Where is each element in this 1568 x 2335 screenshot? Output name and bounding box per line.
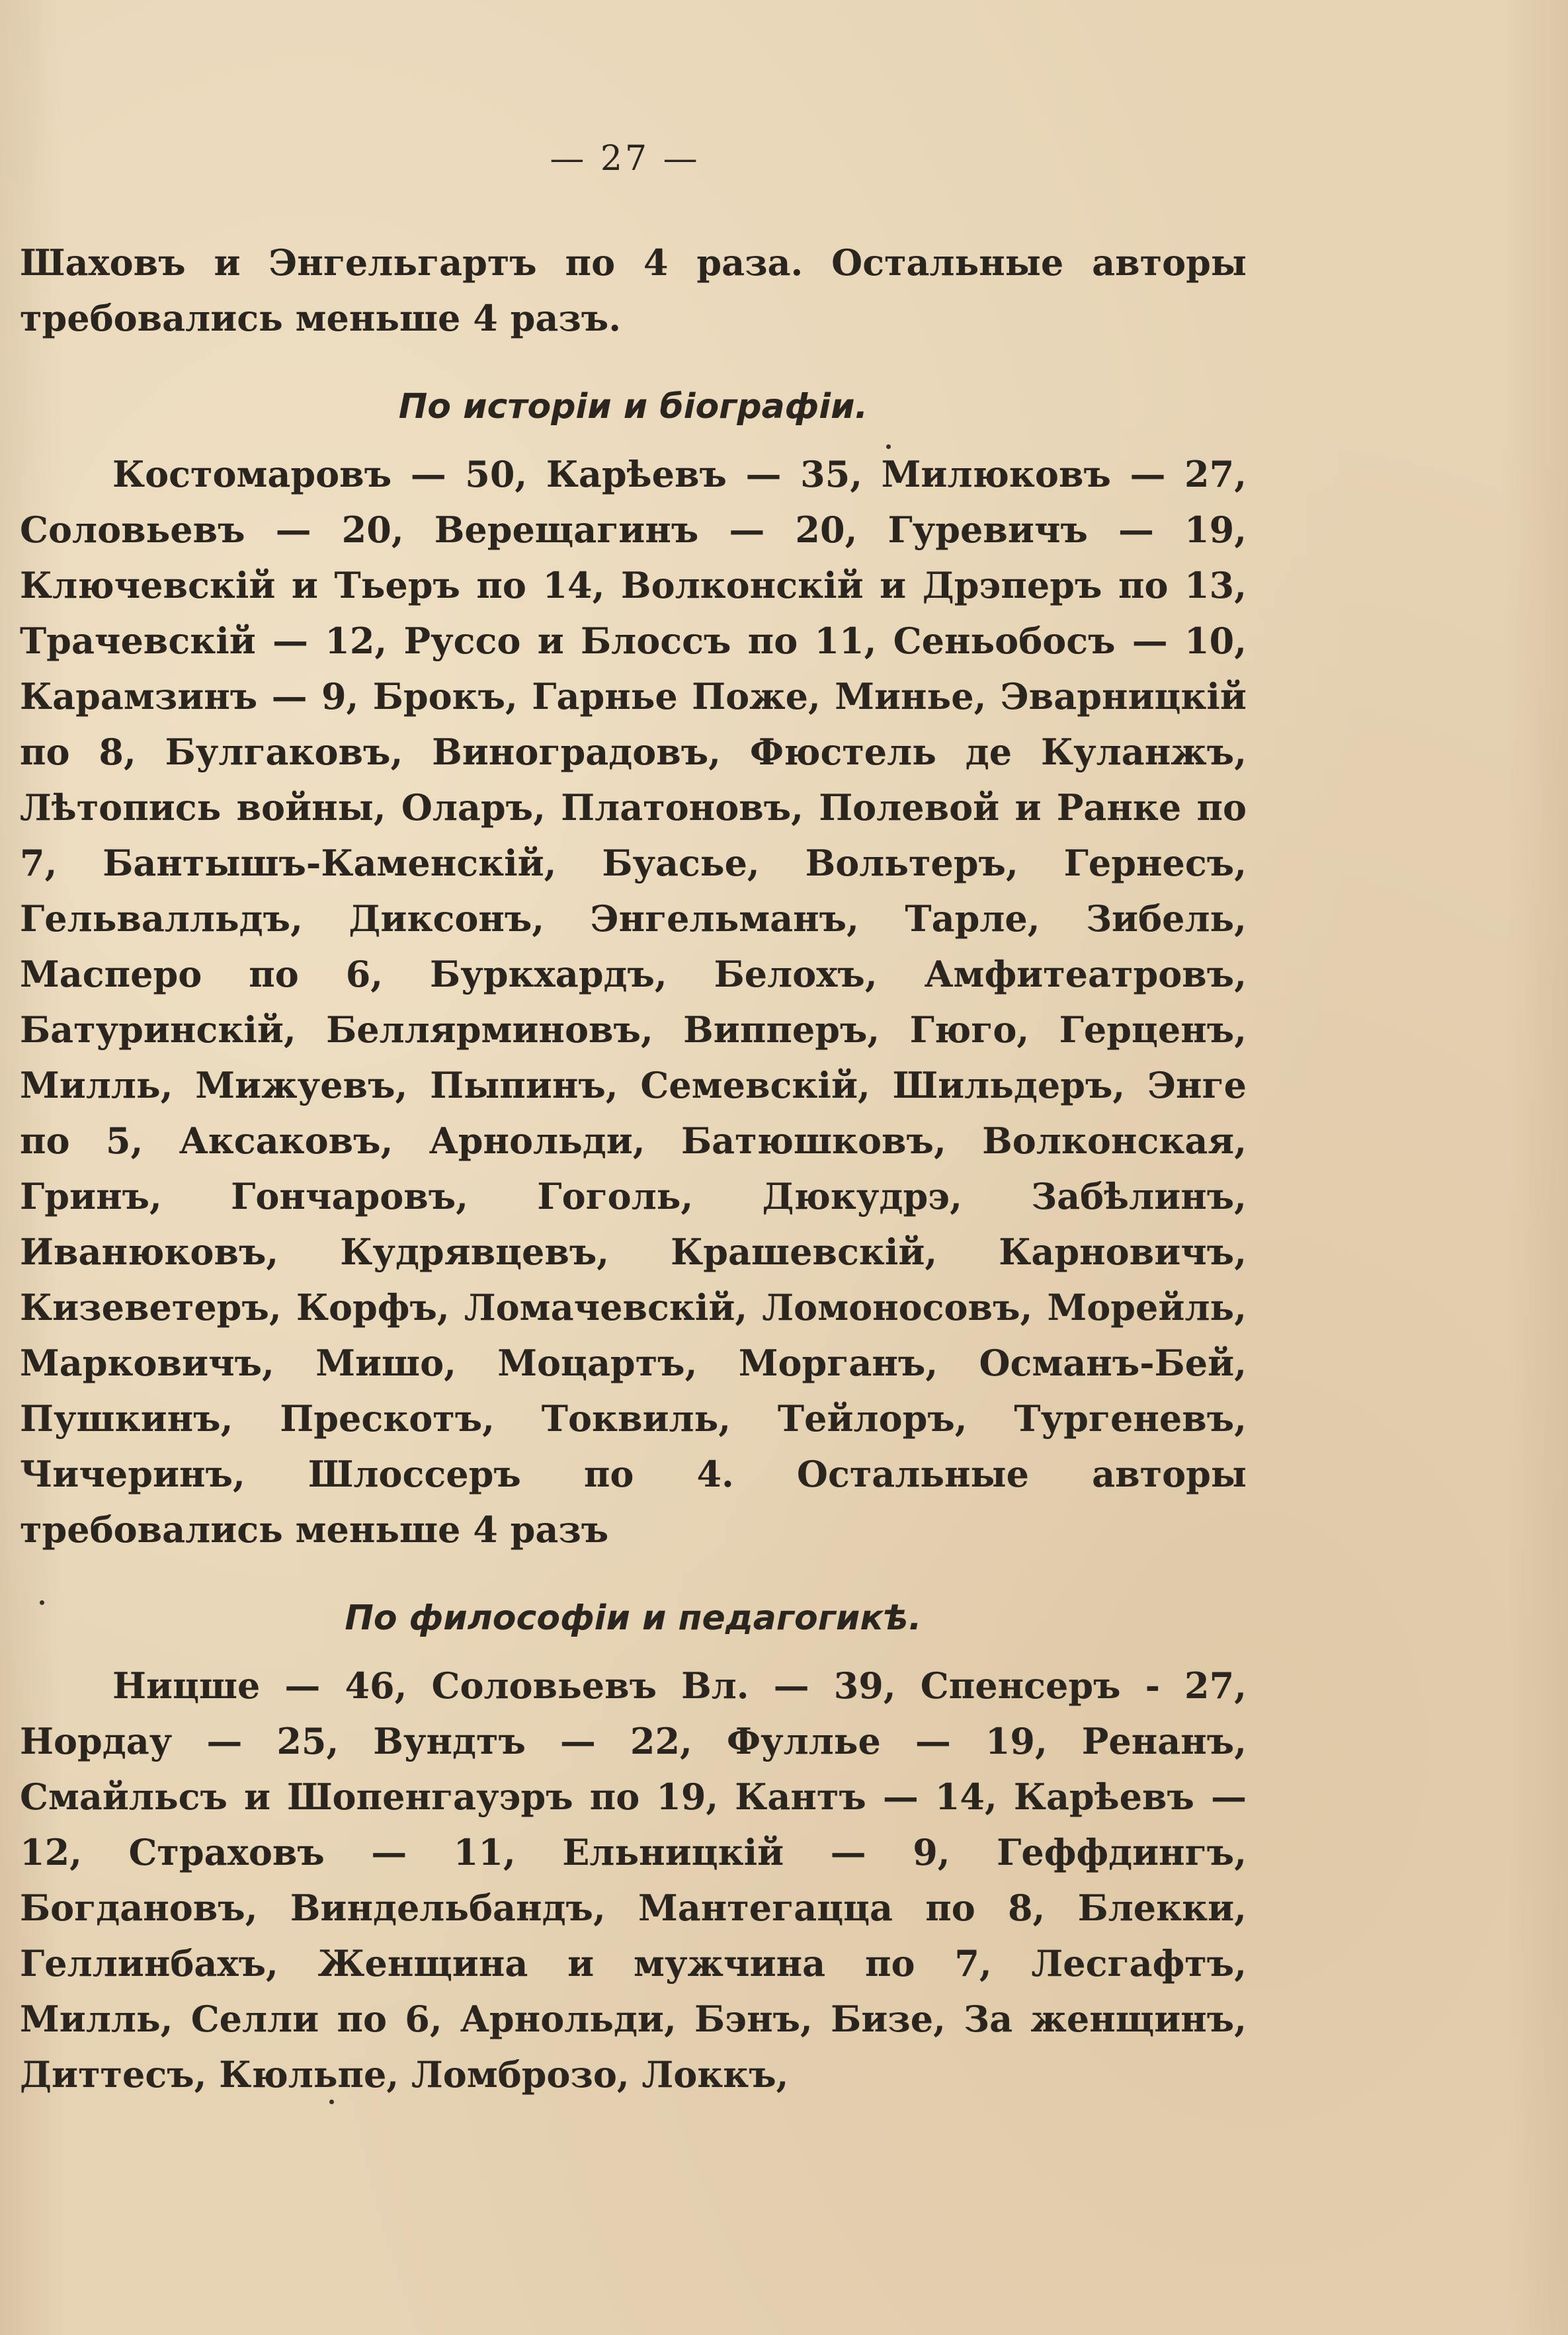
philosophy-paragraph: Ницше — 46, Соловьевъ Вл. — 39, Спенсеръ - 27, Нордау — 25, Вундтъ — 22, Фуллье — 19, Ренанъ, Смайльсъ и Шопенгауэръ по 19, Кантъ — 14, Карѣевъ — 12, Страховъ — 11, Ельницкій — 9, Геффдингъ, Богдановъ, Виндельбандъ, Мантегацца по 8, Блекки, Геллинбахъ, Женщина и мужчина по 7, Лесгафтъ, Милль, Селли по 6, Арнольди, Бэнъ, Бизе, За женщинъ, Диттесъ, Кюльпе, Ломброзо, Локкъ,	[20, 1664, 1247, 2096]
section-heading-history: По исторіи и біографіи.	[398, 387, 868, 427]
text-column	[20, 235, 1247, 2102]
ink-speck	[40, 1600, 44, 1605]
intro-paragraph: Шаховъ и Энгельгартъ по 4 раза. Остальные авторы требовались меньше 4 разъ.	[20, 241, 1247, 339]
section-heading-philosophy: По философіи и педагогикѣ.	[345, 1598, 922, 1638]
history-paragraph: Костомаровъ — 50, Карѣевъ — 35, Милюковъ — 27, Соловьевъ — 20, Верещагинъ — 20, Гуревичъ — 19, Ключевскій и Тьеръ по 14, Волконскій и Дрэперъ по 13, Трачевскій — 12, Руссо и Блоссъ по 11, Сеньобосъ — 10, Карамзинъ — 9, Брокъ, Гарнье Поже, Минье, Эварницкій по 8, Булгаковъ, Виноградовъ, Фюстель де Куланжъ, Лѣтопись войны, Оларъ, Платоновъ, Полевой и Ранке по 7, Бантышъ-Каменскій, Буасье, Вольтеръ, Гернесъ, Гельвалльдъ, Диксонъ, Энгельманъ, Тарле, Зибель, Масперо по 6, Буркхардъ, Белохъ, Амфитеатровъ, Батуринскій, Беллярминовъ, Випперъ, Гюго, Герценъ, Милль, Мижуевъ, Пыпинъ, Семевскій, Шильдеръ, Энге по 5, Аксаковъ, Арнольди, Батюшковъ, Волконская, Гринъ, Гончаровъ, Гоголь, Дюкудрэ, Забѣлинъ, Иванюковъ, Кудрявцевъ, Крашевскій, Карновичъ, Кизеветеръ, Корфъ, Ломачевскій, Ломоносовъ, Морейль, Марковичъ, Мишо, Моцартъ, Морганъ, Османъ-Бей, Пушкинъ, Прескотъ, Токвиль, Тейлоръ, Тургеневъ, Чичеринъ, Шлоссеръ по 4. Остальные авторы требовались меньше 4 разъ	[20, 453, 1247, 1551]
ink-speck	[886, 444, 891, 449]
ink-speck	[329, 2100, 334, 2104]
page-number: — 27 —	[550, 139, 700, 179]
